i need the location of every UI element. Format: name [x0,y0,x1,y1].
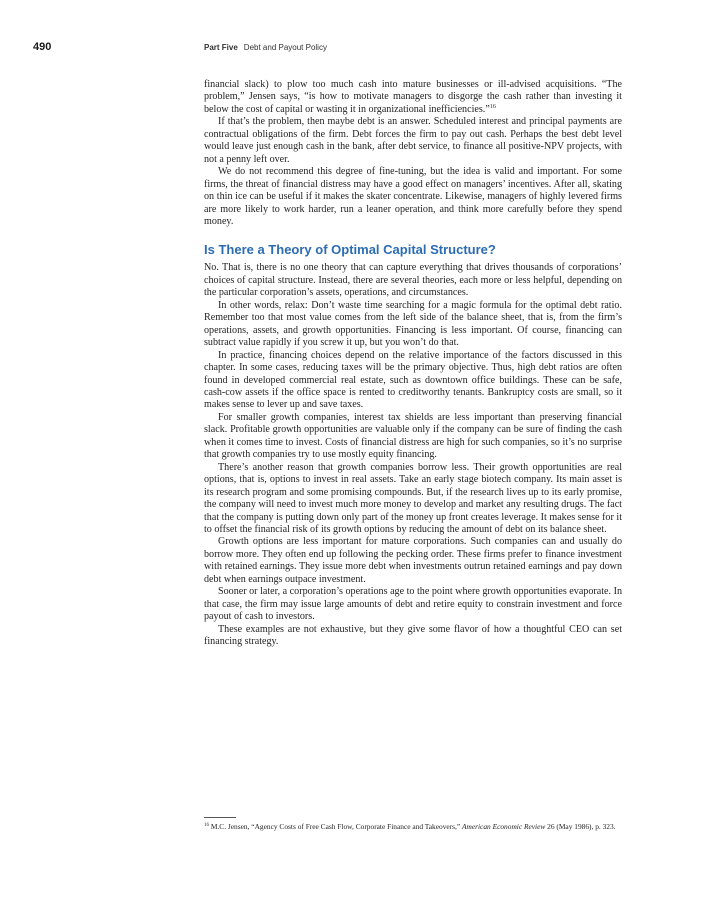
section-heading: Is There a Theory of Optimal Capital Structure? [204,242,496,258]
paragraph: These examples are not exhaustive, but they give some flavor of how a thoughtful CEO can set financing strategy. [204,623,622,648]
body-text [204,79,622,648]
paragraph: If that’s the problem, then maybe debt is an answer. Scheduled interest and principal payments are contractual obligations of the firm. Debt forces the firm to pay out cash. Perhaps the best debt level would leave just enough cash in the bank, after debt service, to finance all positive-NPV projects, with not a penny left over. [204,116,622,165]
footnote [204,822,622,833]
part-title: Debt and Payout Policy [243,43,327,52]
paragraph: We do not recommend this degree of fine-tuning, but the idea is valid and important. For some firms, the threat of financial distress may have a good effect on managers’ incentives. After all, skating on thin ice can be useful if it makes the skater concentrate. Likewise, managers of highly levered firms are more likely to work harder, run a leaner operation, and think more carefully before they spend money. [204,166,622,227]
part-label: Part Five [204,43,238,52]
paragraph: In other words, relax: Don’t waste time searching for a magic formula for the optimal debt ratio. Remember too that most value comes from the left side of the balance sheet, that is, from the firm’s operations, assets, and growth opportunities. Financing is less important. Of course, financing can subtract value rapidly if you screw it up, but you won’t do that. [204,299,622,349]
paragraph: No. That is, there is no one theory that can capture everything that drives thousands of corporations’ choices of capital structure. Instead, there are several theories, each more or less helpful, depending on the particular corporation’s assets, operations, and circumstances. [204,262,622,299]
paragraph: For smaller growth companies, interest tax shields are less important than preserving financial slack. Profitable growth opportunities are valuable only if the company can be sure of finding the cash when it comes time to invest. Costs of financial distress are high for such companies, so it’s no surprise that growth companies try to use mostly equity financing. [204,411,622,461]
footnote-marker: 16 [204,823,209,828]
paragraph: financial slack) to plow too much cash into mature businesses or ill-advised acquisitions. “The problem,” Jensen says, “is how to motivate managers to disgorge the cash rather than investing it below the cost of capital or wasting it in organizational inefficiencies.”$^{16}$ [204,79,622,115]
footnote-text: M.C. Jensen, “Agency Costs of Free Cash Flow, Corporate Finance and Takeovers,” [210,822,462,831]
footnote-citation: 26 (May 1986), p. 323. [545,822,616,831]
running-header [204,43,327,52]
footnote-reference[interactable]: 16 [489,103,496,110]
paragraph: Sooner or later, a corporation’s operations age to the point where growth opportunities evaporate. In that case, the firm may issue large amounts of debt and retire equity to constrain investment and force payout of cash to investors. [204,586,622,623]
page-number: 490 [33,41,52,53]
footnote-journal: American Economic Review [461,822,546,831]
paragraph: Growth options are less important for mature corporations. Such companies can and usually do borrow more. They often end up following the pecking order. These firms prefer to finance investment with retained earnings. They issue more debt when investments outrun retained earnings and pay down debt when earnings outpace investment. [204,536,622,585]
paragraph: There’s another reason that growth companies borrow less. Their growth opportunities are real options, that is, options to invest in real assets. Take an early stage biotech company. Its main asset is its research program and some promising compounds. But, if the research lives up to its early promise, the company will need to invest much more money to develop and market any resulting drugs. The fact that the company is putting down only part of the money up front creates leverage. It makes sense for it to offset the financial risk of its growth options by reducing the amount of debt on its balance sheet. [204,461,622,535]
footnote-divider [204,817,236,818]
paragraph: In practice, financing choices depend on the relative importance of the factors discussed in this chapter. In some cases, reducing taxes will be the primary objective. Thus, high debt ratios are often found in developed commercial real estate, such as downtown office buildings. These can be safe, cash-cow assets if the office space is rented to creditworthy tenants. Bankruptcy costs are small, so it makes sense to lever up and save taxes. [204,349,622,411]
